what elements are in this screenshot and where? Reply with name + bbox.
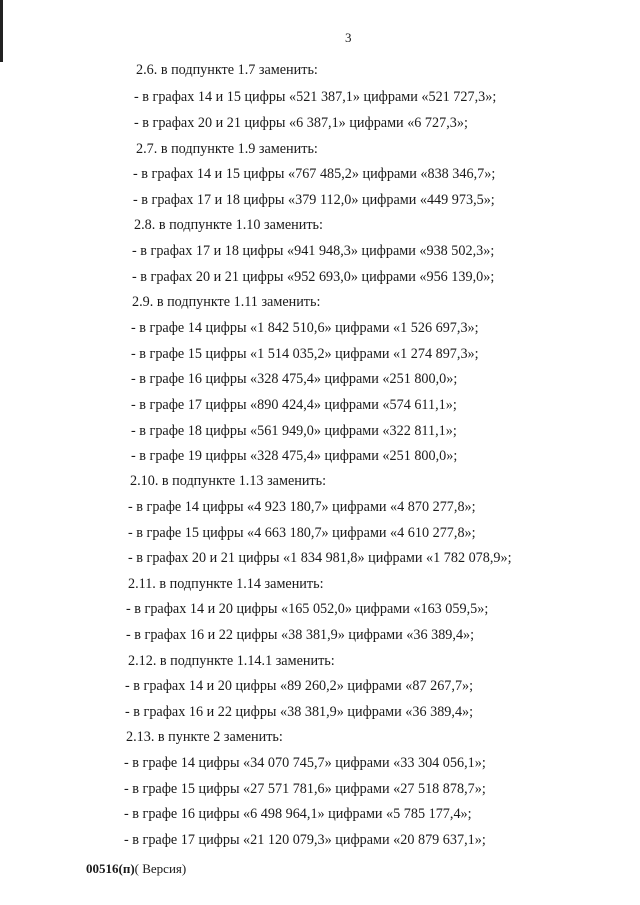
amendment-item: - в графе 15 цифры «27 571 781,6» цифрами «27 518 878,7»; [124,781,486,797]
section-heading: 2.13. в пункте 2 заменить: [126,729,283,745]
scan-edge-mark [0,0,3,62]
amendment-item: - в графах 20 и 21 цифры «6 387,1» цифрами «6 727,3»; [134,115,468,131]
amendment-item: - в графах 16 и 22 цифры «38 381,9» цифрами «36 389,4»; [125,704,474,720]
section-heading: 2.7. в подпункте 1.9 заменить: [136,141,318,157]
amendment-item: - в графе 16 цифры «328 475,4» цифрами «251 800,0»; [131,371,458,387]
amendment-item: - в графах 17 и 18 цифры «379 112,0» цифрами «449 973,5»; [133,192,495,208]
amendment-item: - в графе 18 цифры «561 949,0» цифрами «322 811,1»; [131,423,457,439]
amendment-item: - в графах 14 и 20 цифры «89 260,2» цифрами «87 267,7»; [125,678,474,694]
section-heading: 2.11. в подпункте 1.14 заменить: [128,576,324,592]
amendment-item: - в графе 17 цифры «21 120 079,3» цифрами «20 879 637,1»; [124,832,486,848]
form-code: 00516(п) [86,861,135,876]
document-footer-code [86,861,186,877]
amendment-item: - в графах 14 и 20 цифры «165 052,0» цифрами «163 059,5»; [126,601,489,617]
amendment-item: - в графе 14 цифры «4 923 180,7» цифрами «4 870 277,8»; [128,499,476,515]
amendment-item: - в графах 16 и 22 цифры «38 381,9» цифрами «36 389,4»; [126,627,475,643]
amendment-item: - в графе 16 цифры «6 498 964,1» цифрами «5 785 177,4»; [124,806,472,822]
amendment-item: - в графе 17 цифры «890 424,4» цифрами «574 611,1»; [131,397,457,413]
amendment-item: - в графе 15 цифры «4 663 180,7» цифрами «4 610 277,8»; [128,525,476,541]
amendment-item: - в графе 19 цифры «328 475,4» цифрами «251 800,0»; [131,448,458,464]
amendment-item: - в графах 17 и 18 цифры «941 948,3» цифрами «938 502,3»; [132,243,495,259]
amendment-item: - в графах 14 и 15 цифры «767 485,2» цифрами «838 346,7»; [133,166,496,182]
amendment-item: - в графах 20 и 21 цифры «1 834 981,8» цифрами «1 782 078,9»; [128,550,512,566]
amendment-item: - в графе 14 цифры «1 842 510,6» цифрами «1 526 697,3»; [131,320,479,336]
section-heading: 2.6. в подпункте 1.7 заменить: [136,62,318,78]
amendment-item: - в графах 20 и 21 цифры «952 693,0» цифрами «956 139,0»; [132,269,495,285]
section-heading: 2.12. в подпункте 1.14.1 заменить: [128,653,335,669]
section-heading: 2.8. в подпункте 1.10 заменить: [134,217,323,233]
amendment-item: - в графе 14 цифры «34 070 745,7» цифрами «33 304 056,1»; [124,755,486,771]
version-label: ( Версия) [134,861,187,876]
amendment-item: - в графах 14 и 15 цифры «521 387,1» цифрами «521 727,3»; [134,89,497,105]
amendment-item: - в графе 15 цифры «1 514 035,2» цифрами «1 274 897,3»; [131,346,479,362]
section-heading: 2.10. в подпункте 1.13 заменить: [130,473,327,489]
section-heading: 2.9. в подпункте 1.11 заменить: [132,294,321,310]
page-number: 3 [345,30,352,45]
